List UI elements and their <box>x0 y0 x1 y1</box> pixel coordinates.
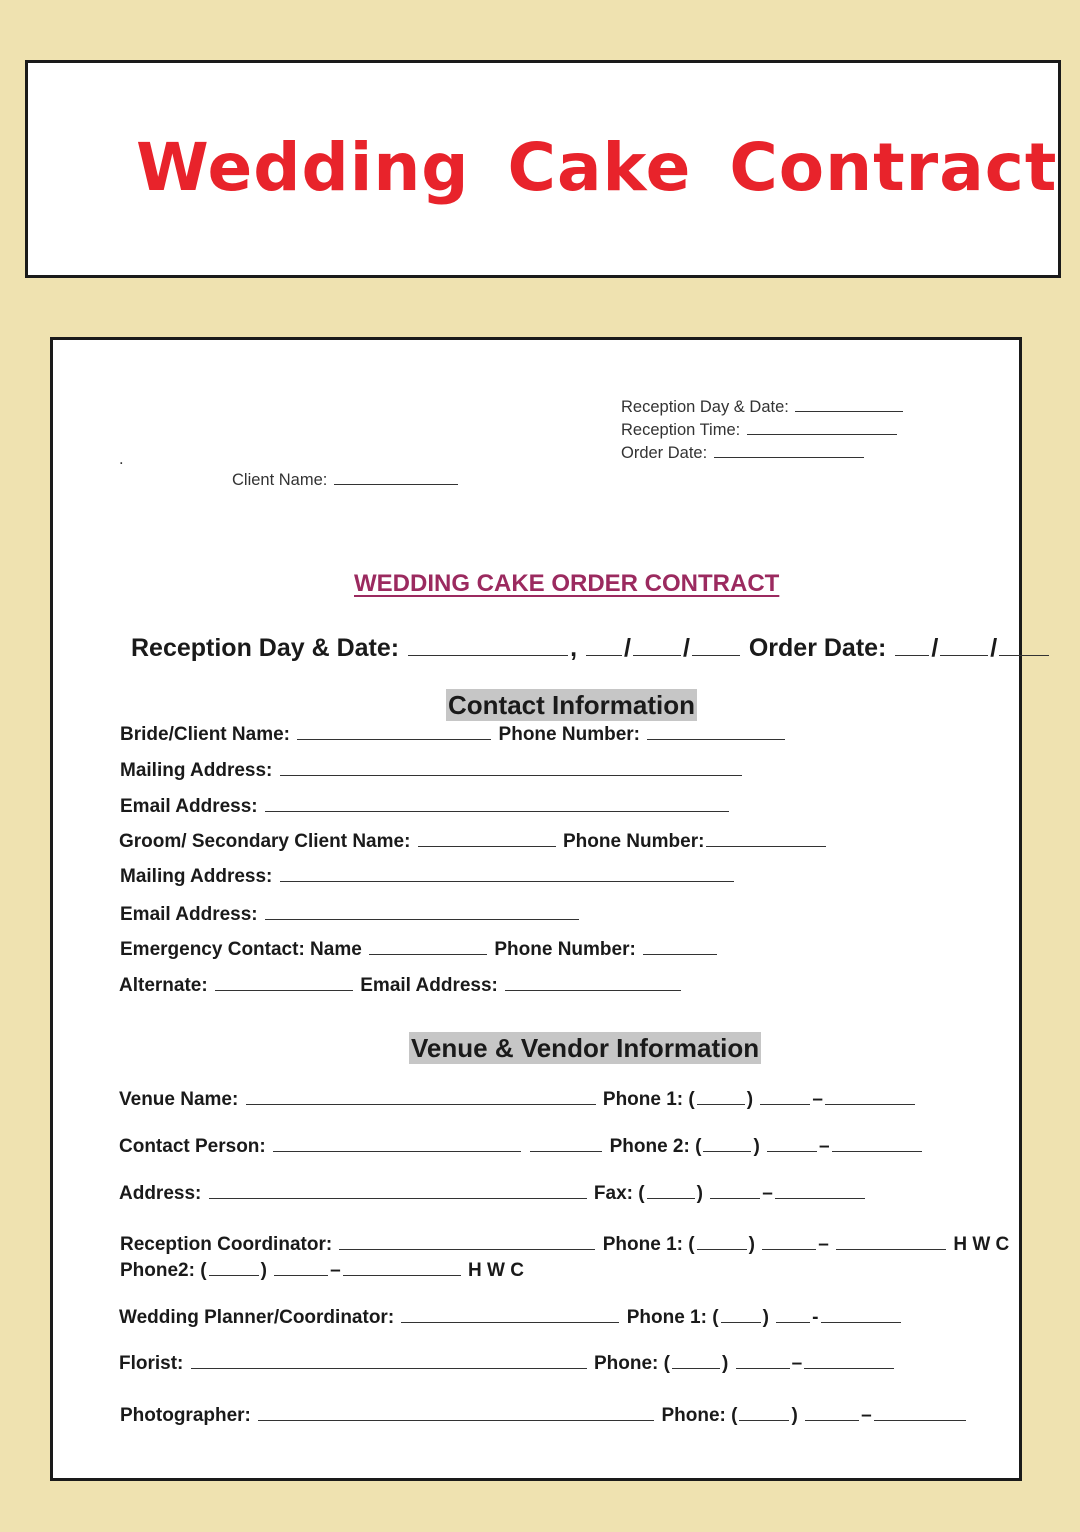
slash: / <box>931 634 939 662</box>
contract-subtitle: WEDDING CAKE ORDER CONTRACT <box>354 570 780 597</box>
dash: – <box>861 1405 872 1426</box>
rc-hwc: H W C <box>953 1234 1010 1255</box>
mailing-address-row <box>120 760 744 782</box>
order-day-field[interactable] <box>940 654 988 656</box>
bride-phone-label: Phone Number: <box>498 724 640 745</box>
contract-document <box>50 337 1022 1481</box>
close-paren: ) <box>696 1183 703 1204</box>
address-label: Address: <box>119 1183 202 1204</box>
page-title: Wedding Cake Contract <box>136 129 1058 206</box>
top-client-name-field[interactable] <box>334 483 458 485</box>
florist-line-field[interactable] <box>804 1367 894 1369</box>
slash: / <box>990 634 998 662</box>
phone2-hwc: H W C <box>468 1260 524 1281</box>
title-banner <box>25 60 1061 278</box>
email-address-row <box>120 796 731 818</box>
venue-name-row <box>119 1089 917 1111</box>
rc-area-code-field[interactable] <box>697 1248 747 1250</box>
emergency-phone-label: Phone Number: <box>494 939 636 960</box>
email-address-2-label: Email Address: <box>120 904 258 925</box>
phone2-area-code-field[interactable] <box>209 1274 259 1276</box>
email-address-2-field[interactable] <box>265 918 579 920</box>
dash: – <box>330 1260 341 1281</box>
top-reception-day-date <box>621 398 905 417</box>
close-paren: ) <box>748 1234 755 1255</box>
alternate-email-label: Email Address: <box>360 975 498 996</box>
alternate-field[interactable] <box>215 989 353 991</box>
alternate-email-field[interactable] <box>505 989 681 991</box>
florist-area-code-field[interactable] <box>672 1367 720 1369</box>
photographer-field[interactable] <box>258 1419 654 1421</box>
email-address-label: Email Address: <box>120 796 258 817</box>
rc-prefix-field[interactable] <box>762 1248 816 1250</box>
photographer-line-field[interactable] <box>874 1419 966 1421</box>
photographer-row <box>120 1405 968 1427</box>
address-row <box>119 1183 867 1205</box>
groom-phone-field[interactable] <box>706 845 826 847</box>
phone2-prefix-field[interactable] <box>274 1274 328 1276</box>
contact-heading: Contact Information <box>448 690 695 720</box>
wp-area-code-field[interactable] <box>721 1321 761 1323</box>
florist-prefix-field[interactable] <box>736 1367 790 1369</box>
order-date-label: Order Date: <box>748 634 887 662</box>
contact-person-field[interactable] <box>273 1150 521 1152</box>
contact-person-row <box>119 1136 924 1158</box>
top-reception-time <box>621 421 899 440</box>
venue-heading: Venue & Vendor Information <box>411 1033 760 1063</box>
reception-order-line <box>131 634 1051 663</box>
stray-dot: . <box>119 450 124 468</box>
email-address-field[interactable] <box>265 810 729 812</box>
emergency-row <box>120 939 719 961</box>
phone2-label: Phone2: ( <box>120 1260 207 1281</box>
emergency-name-field[interactable] <box>369 953 487 955</box>
emergency-name-label: Emergency Contact: Name <box>120 939 362 960</box>
close-paren: ) <box>762 1307 769 1328</box>
order-month-field[interactable] <box>895 654 929 656</box>
bride-phone-field[interactable] <box>647 738 785 740</box>
comma: , <box>570 634 578 662</box>
phone2-line-field[interactable] <box>343 1274 461 1276</box>
address-field[interactable] <box>209 1197 587 1199</box>
fax-label: Fax: ( <box>593 1183 645 1204</box>
venue-name-field[interactable] <box>246 1103 596 1105</box>
contact-prefix-field[interactable] <box>767 1150 817 1152</box>
fax-line-field[interactable] <box>775 1197 865 1199</box>
bride-client-row <box>120 724 787 746</box>
venue-line-field[interactable] <box>825 1103 915 1105</box>
photographer-area-code-field[interactable] <box>739 1419 789 1421</box>
groom-name-label: Groom/ Secondary Client Name: <box>119 831 411 852</box>
bride-client-name-label: Bride/Client Name: <box>120 724 290 745</box>
venue-name-label: Venue Name: <box>119 1089 239 1110</box>
close-paren: ) <box>791 1405 798 1426</box>
top-reception-day-date-label: Reception Day & Date: <box>621 398 789 416</box>
wp-line-field[interactable] <box>821 1321 901 1323</box>
slash: / <box>682 634 690 662</box>
reception-coordinator-field[interactable] <box>339 1248 595 1250</box>
wp-phone-label: Phone 1: ( <box>626 1307 719 1328</box>
dash: – <box>791 1353 803 1374</box>
dash: – <box>818 1234 829 1255</box>
reception-coordinator-row <box>120 1234 1009 1256</box>
groom-name-field[interactable] <box>418 845 556 847</box>
order-year-field[interactable] <box>999 654 1049 656</box>
contact-person-field-2[interactable] <box>530 1150 602 1152</box>
wedding-planner-field[interactable] <box>401 1321 619 1323</box>
top-client-name <box>232 471 460 490</box>
rc-phone-label: Phone 1: ( <box>602 1234 695 1255</box>
reception-day-field[interactable] <box>408 654 568 656</box>
close-paren: ) <box>746 1089 754 1110</box>
bride-client-name-field[interactable] <box>297 738 491 740</box>
photographer-prefix-field[interactable] <box>805 1419 859 1421</box>
top-order-date-field[interactable] <box>714 456 864 458</box>
close-paren: ) <box>753 1136 760 1157</box>
mailing-address-2-field[interactable] <box>280 880 734 882</box>
hyphen: - <box>812 1307 819 1328</box>
top-reception-day-date-field[interactable] <box>795 410 903 412</box>
wedding-planner-row <box>119 1307 903 1329</box>
phone2-row <box>120 1260 524 1282</box>
dash: – <box>812 1089 823 1110</box>
reception-day-date-label: Reception Day & Date: <box>131 634 400 662</box>
contact-area-code-field[interactable] <box>703 1150 751 1152</box>
alternate-label: Alternate: <box>119 975 208 996</box>
mailing-address-label: Mailing Address: <box>120 760 273 781</box>
fax-prefix-field[interactable] <box>710 1197 760 1199</box>
top-reception-time-label: Reception Time: <box>621 421 741 439</box>
wedding-planner-label: Wedding Planner/Coordinator: <box>119 1307 395 1328</box>
venue-prefix-field[interactable] <box>760 1103 810 1105</box>
top-reception-time-field[interactable] <box>747 433 897 435</box>
florist-row <box>119 1353 896 1375</box>
photographer-phone-label: Phone: ( <box>661 1405 738 1426</box>
top-order-date <box>621 444 866 463</box>
groom-row <box>119 831 828 853</box>
close-paren: ) <box>260 1260 267 1281</box>
alternate-row <box>119 975 683 997</box>
reception-date-day-field[interactable] <box>633 654 681 656</box>
reception-year-field[interactable] <box>692 654 740 656</box>
slash: / <box>623 634 631 662</box>
mailing-address-2-row <box>120 866 736 888</box>
venue-phone-label: Phone 1: ( <box>602 1089 695 1110</box>
dash: – <box>762 1183 773 1204</box>
dash: – <box>819 1136 830 1157</box>
close-paren: ) <box>721 1353 729 1374</box>
email-address-2-row <box>120 904 581 926</box>
photographer-label: Photographer: <box>120 1405 251 1426</box>
fax-area-code-field[interactable] <box>647 1197 695 1199</box>
rc-line-field[interactable] <box>836 1248 946 1250</box>
groom-phone-label: Phone Number: <box>562 831 705 852</box>
florist-label: Florist: <box>119 1353 184 1374</box>
wp-prefix-field[interactable] <box>776 1321 810 1323</box>
florist-phone-label: Phone: ( <box>593 1353 670 1374</box>
reception-month-field[interactable] <box>586 654 622 656</box>
emergency-phone-field[interactable] <box>643 953 717 955</box>
top-order-date-label: Order Date: <box>621 444 708 462</box>
mailing-address-2-label: Mailing Address: <box>120 866 273 887</box>
contact-line-field[interactable] <box>832 1150 922 1152</box>
top-client-name-label: Client Name: <box>232 471 328 489</box>
contact-phone-label: Phone 2: ( <box>609 1136 702 1157</box>
contact-person-label: Contact Person: <box>119 1136 266 1157</box>
mailing-address-field[interactable] <box>280 774 742 776</box>
venue-area-code-field[interactable] <box>697 1103 745 1105</box>
reception-coordinator-label: Reception Coordinator: <box>120 1234 333 1255</box>
florist-field[interactable] <box>191 1367 587 1369</box>
